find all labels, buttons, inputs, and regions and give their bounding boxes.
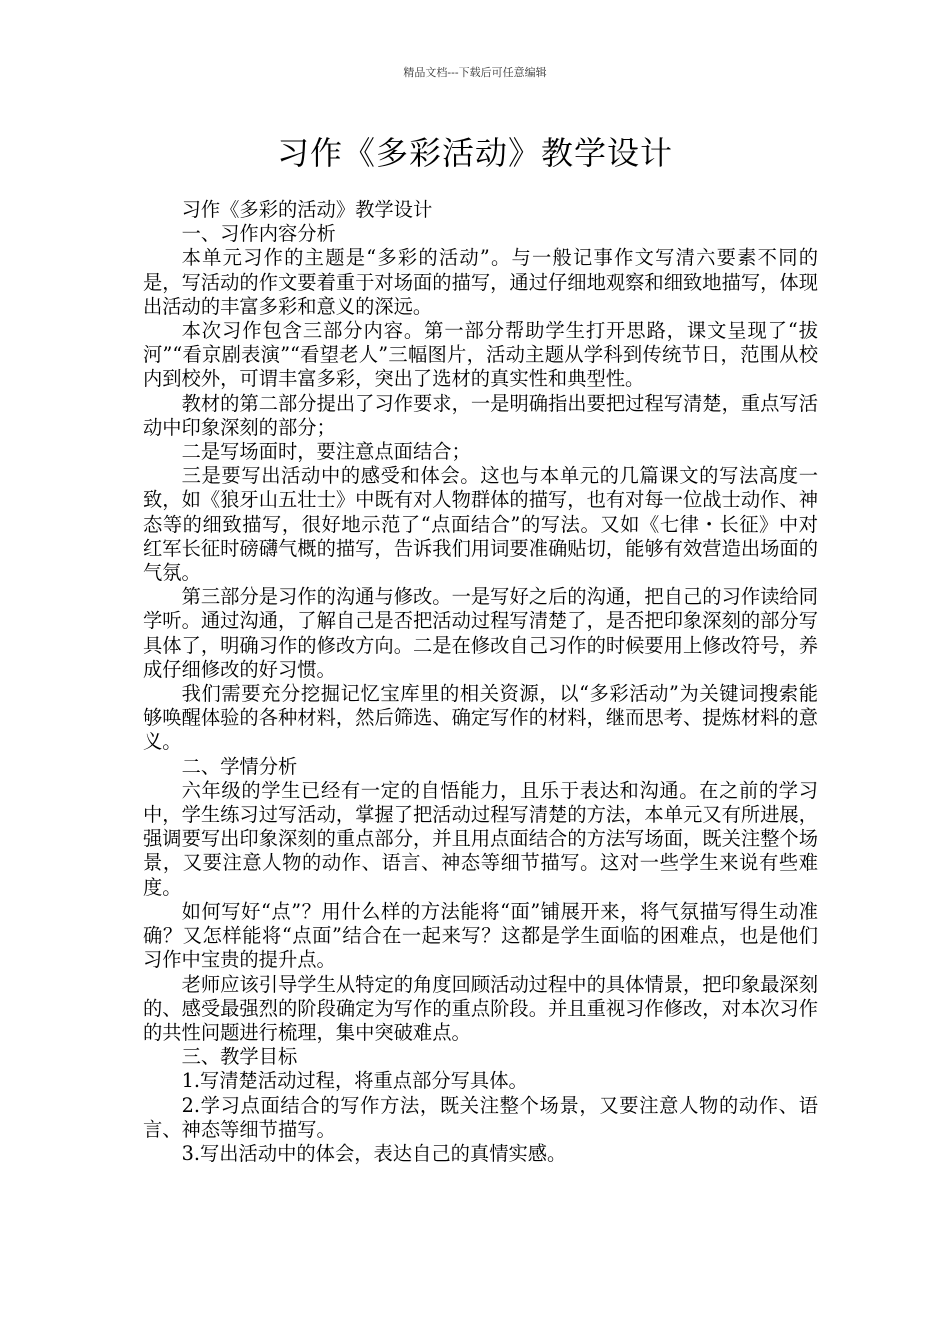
document-title: 习作《多彩活动》教学设计 xyxy=(276,134,673,172)
section-heading: 一、习作内容分析 xyxy=(181,222,336,246)
list-item: 3.写出活动中的体会，表达自己的真情实感。 xyxy=(181,1141,567,1165)
paragraph: 教材的第二部分提出了习作要求，一是明确指出要把过程写清楚，重点写活动中印象深刻的部分； xyxy=(143,391,818,439)
section-heading: 二、学情分析 xyxy=(181,754,298,778)
page-header: 精品文档---下载后可任意编辑 xyxy=(403,66,547,79)
paragraph: 我们需要充分挖掘记忆宝库里的相关资源，以“多彩活动”为关键词搜索能够唤醒体验的各种材料，然后筛选、确定写作的材料，继而思考、提炼材料的意义。 xyxy=(143,682,818,754)
subtitle-line: 习作《多彩的活动》教学设计 xyxy=(181,198,433,221)
document-body xyxy=(143,198,818,1166)
paragraph: 如何写好“点”？用什么样的方法能将“面”铺展开来，将气氛描写得生动准确？又怎样能将“点面”结合在一起来写？这都是学生面临的困难点，也是他们习作中宝贵的提升点。 xyxy=(143,899,818,972)
list-item: 1.写清楚活动过程，将重点部分写具体。 xyxy=(181,1069,528,1093)
paragraph: 二是写场面时，要注意点面结合； xyxy=(181,440,471,464)
list-item: 2.学习点面结合的写作方法，既关注整个场景，又要注意人物的动作、语言、神态等细节描写。 xyxy=(143,1093,818,1141)
paragraph: 本单元习作的主题是“多彩的活动”。与一般记事作文写清六要素不同的是，写活动的作文要着重于对场面的描写，通过仔细地观察和细致地描写，体现出活动的丰富多彩和意义的深远。 xyxy=(143,246,818,318)
paragraph: 本次习作包含三部分内容。第一部分帮助学生打开思路，课文呈现了“拔河”“看京剧表演”“看望老人”三幅图片，活动主题从学科到传统节日，范围从校内到校外，可谓丰富多彩，突出了选材的真实性和典型性。 xyxy=(143,319,818,391)
paragraph: 三是要写出活动中的感受和体会。这也与本单元的几篇课文的写法高度一致，如《狼牙山五壮士》中既有对人物群体的描写，也有对每一位战士动作、神态等的细致描写，很好地示范了“点面结合”的写法。又如《七律・长征》中对红军长征时磅礴气概的描写，告诉我们用词要准确贴切，能够有效营造出场面的气氛。 xyxy=(143,464,818,585)
section-heading: 三、教学目标 xyxy=(181,1045,298,1069)
paragraph: 六年级的学生已经有一定的自悟能力，且乐于表达和沟通。在之前的学习中，学生练习过写活动，掌握了把活动过程写清楚的方法，本单元又有所进展，强调要写出印象深刻的重点部分，并且用点面结合的方法写场面，既关注整个场景，又要注意人物的动作、语言、神态等细节描写。这对一些学生来说有些难度。 xyxy=(143,778,818,899)
paragraph: 第三部分是习作的沟通与修改。一是写好之后的沟通，把自己的习作读给同学听。通过沟通，了解自己是否把活动过程写清楚了，是否把印象深刻的部分写具体了，明确习作的修改方向。二是在修改自己习作的时候要用上修改符号，养成仔细修改的好习惯。 xyxy=(143,585,818,681)
paragraph: 老师应该引导学生从特定的角度回顾活动过程中的具体情景，把印象最深刻的、感受最强烈的阶段确定为写作的重点阶段。并且重视习作修改，对本次习作的共性问题进行梳理，集中突破难点。 xyxy=(143,972,818,1044)
